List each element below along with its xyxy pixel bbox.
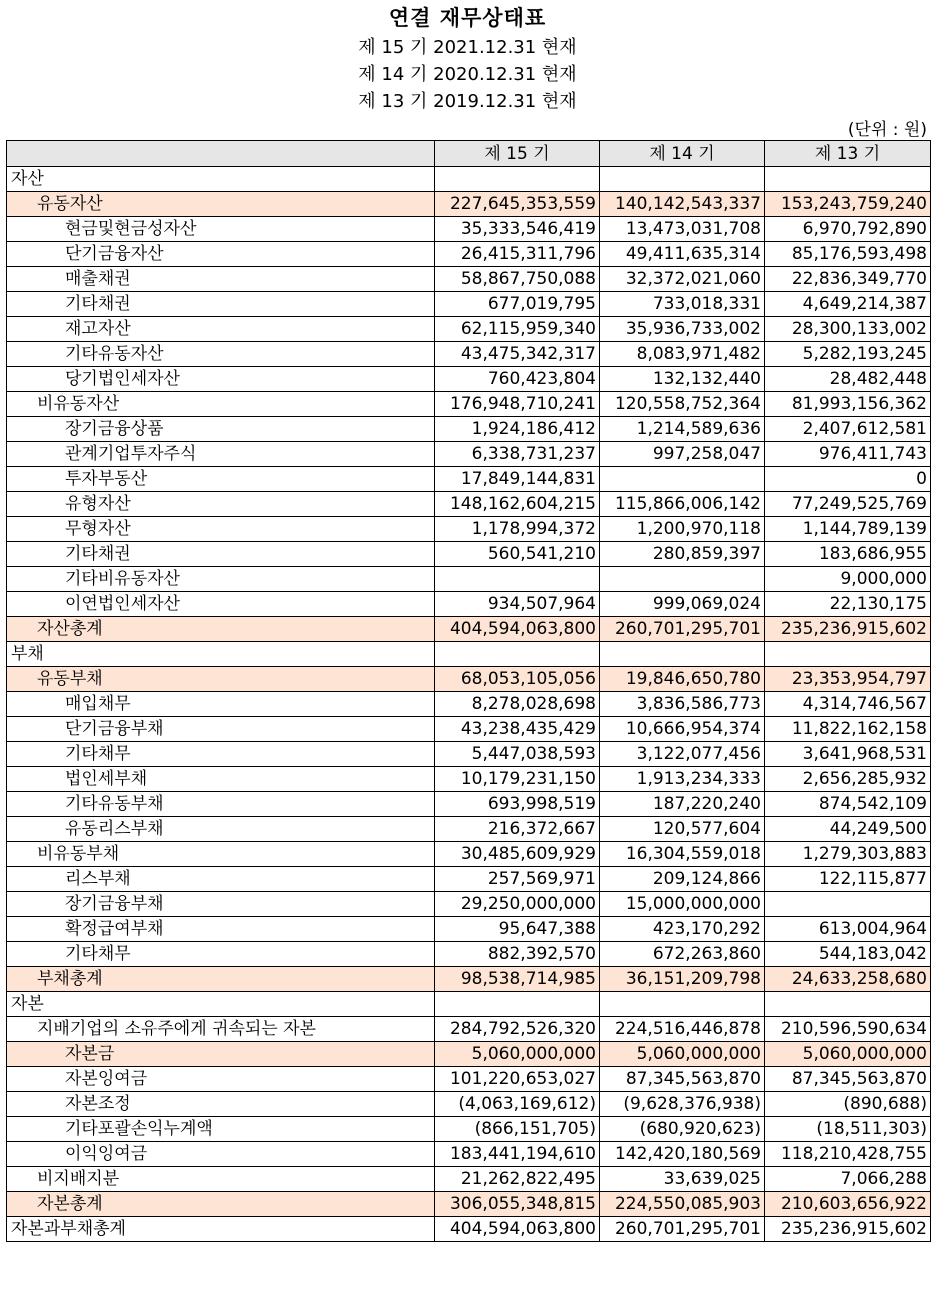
amount-cell: 224,516,446,878 [600,1017,765,1042]
amount-cell: 693,998,519 [435,792,600,817]
amount-cell: 280,859,397 [600,542,765,567]
table-row [7,492,931,517]
amount-cell: 132,132,440 [600,367,765,392]
amount-cell: 934,507,964 [435,592,600,617]
account-label: 단기금융부채 [7,717,435,742]
account-label: 부채 [7,642,435,667]
amount-cell: 0 [765,467,931,492]
amount-cell: 227,645,353,559 [435,192,600,217]
amount-cell: 544,183,042 [765,942,931,967]
amount-cell: 4,649,214,387 [765,292,931,317]
amount-cell: 8,083,971,482 [600,342,765,367]
amount-cell: 13,473,031,708 [600,217,765,242]
amount-cell: 21,262,822,495 [435,1167,600,1192]
account-label: 자산총계 [7,617,435,642]
table-row [7,1167,931,1192]
amount-cell: 260,701,295,701 [600,1217,765,1242]
amount-cell: 7,066,288 [765,1167,931,1192]
amount-cell: 49,411,635,314 [600,242,765,267]
amount-cell: 120,577,604 [600,817,765,842]
table-header-row [7,141,931,167]
amount-cell [600,567,765,592]
table-row [7,592,931,617]
amount-cell: 6,970,792,890 [765,217,931,242]
account-label: 무형자산 [7,517,435,542]
table-row [7,192,931,217]
amount-cell: 760,423,804 [435,367,600,392]
account-label: 유동부채 [7,667,435,692]
account-label: 장기금융부채 [7,892,435,917]
amount-cell: 1,924,186,412 [435,417,600,442]
amount-cell: 19,846,650,780 [600,667,765,692]
account-label: 이연법인세자산 [7,592,435,617]
amount-cell: 183,441,194,610 [435,1142,600,1167]
header-period-14: 제 14 기 [600,141,765,167]
table-row [7,667,931,692]
amount-cell: 997,258,047 [600,442,765,467]
table-row [7,917,931,942]
table-row [7,542,931,567]
account-label: 확정급여부채 [7,917,435,942]
amount-cell: 10,179,231,150 [435,767,600,792]
table-row [7,867,931,892]
account-label: 투자부동산 [7,467,435,492]
account-label: 자본과부채총계 [7,1217,435,1242]
amount-cell: 1,279,303,883 [765,842,931,867]
amount-cell: 122,115,877 [765,867,931,892]
table-row [7,692,931,717]
amount-cell: 1,178,994,372 [435,517,600,542]
amount-cell: 2,407,612,581 [765,417,931,442]
header-period-15: 제 15 기 [435,141,600,167]
account-label: 기타채무 [7,742,435,767]
period-line-13: 제 13 기 2019.12.31 현재 [358,91,577,112]
account-label: 자본잉여금 [7,1067,435,1092]
table-row [7,742,931,767]
amount-cell: 148,162,604,215 [435,492,600,517]
account-label: 기타채무 [7,942,435,967]
table-row [7,617,931,642]
account-label: 자산 [7,167,435,192]
account-label: 단기금융자산 [7,242,435,267]
table-row [7,1217,931,1242]
table-row [7,1142,931,1167]
amount-cell: 613,004,964 [765,917,931,942]
statement-title: 연결 재무상태표 [388,6,547,30]
amount-cell: 35,333,546,419 [435,217,600,242]
account-label: 기타유동부채 [7,792,435,817]
amount-cell: 43,238,435,429 [435,717,600,742]
amount-cell: 235,236,915,602 [765,617,931,642]
amount-cell: 306,055,348,815 [435,1192,600,1217]
amount-cell: 11,822,162,158 [765,717,931,742]
amount-cell: 224,550,085,903 [600,1192,765,1217]
amount-cell: 44,249,500 [765,817,931,842]
amount-cell: 677,019,795 [435,292,600,317]
account-label: 유형자산 [7,492,435,517]
amount-cell: 882,392,570 [435,942,600,967]
account-label: 부채총계 [7,967,435,992]
amount-cell: 24,633,258,680 [765,967,931,992]
table-row [7,1067,931,1092]
amount-cell: 210,603,656,922 [765,1192,931,1217]
table-row [7,967,931,992]
account-label: 당기법인세자산 [7,367,435,392]
amount-cell: 284,792,526,320 [435,1017,600,1042]
account-label: 비지배지분 [7,1167,435,1192]
amount-cell: 5,447,038,593 [435,742,600,767]
amount-cell: 176,948,710,241 [435,392,600,417]
amount-cell: 140,142,543,337 [600,192,765,217]
table-row [7,892,931,917]
account-label: 리스부채 [7,867,435,892]
account-label: 이익잉여금 [7,1142,435,1167]
amount-cell: 4,314,746,567 [765,692,931,717]
amount-cell: 187,220,240 [600,792,765,817]
amount-cell: 3,122,077,456 [600,742,765,767]
amount-cell: 85,176,593,498 [765,242,931,267]
table-row [7,1117,931,1142]
account-label: 기타포괄손익누계액 [7,1117,435,1142]
table-row [7,792,931,817]
unit-label: (단위 : 원) [847,120,927,140]
account-label: 장기금융상품 [7,417,435,442]
account-label: 법인세부채 [7,767,435,792]
account-label: 자본금 [7,1042,435,1067]
amount-cell: 976,411,743 [765,442,931,467]
amount-cell: 5,282,193,245 [765,342,931,367]
period-line-15: 제 15 기 2021.12.31 현재 [358,37,577,58]
table-row [7,317,931,342]
table-row [7,842,931,867]
table-body [7,167,931,1242]
amount-cell [435,642,600,667]
amount-cell: 10,666,954,374 [600,717,765,742]
account-label: 유동자산 [7,192,435,217]
amount-cell: 8,278,028,698 [435,692,600,717]
amount-cell [765,642,931,667]
amount-cell: 142,420,180,569 [600,1142,765,1167]
amount-cell: (4,063,169,612) [435,1092,600,1117]
amount-cell: 1,913,234,333 [600,767,765,792]
amount-cell: 62,115,959,340 [435,317,600,342]
amount-cell: 28,482,448 [765,367,931,392]
amount-cell: 183,686,955 [765,542,931,567]
table-row [7,292,931,317]
amount-cell: 36,151,209,798 [600,967,765,992]
amount-cell: (890,688) [765,1092,931,1117]
table-row [7,1192,931,1217]
amount-cell: 423,170,292 [600,917,765,942]
amount-cell: 1,200,970,118 [600,517,765,542]
amount-cell [600,167,765,192]
amount-cell: 101,220,653,027 [435,1067,600,1092]
account-label: 유동리스부채 [7,817,435,842]
amount-cell: 87,345,563,870 [765,1067,931,1092]
amount-cell: 3,641,968,531 [765,742,931,767]
amount-cell: 209,124,866 [600,867,765,892]
table-row [7,167,931,192]
table-row [7,717,931,742]
account-label: 관계기업투자주식 [7,442,435,467]
table-row [7,417,931,442]
amount-cell: 235,236,915,602 [765,1217,931,1242]
amount-cell: 404,594,063,800 [435,617,600,642]
amount-cell: 26,415,311,796 [435,242,600,267]
table-row [7,242,931,267]
amount-cell [765,992,931,1017]
amount-cell: 120,558,752,364 [600,392,765,417]
amount-cell: 874,542,109 [765,792,931,817]
amount-cell: 22,836,349,770 [765,267,931,292]
amount-cell: 216,372,667 [435,817,600,842]
amount-cell: 28,300,133,002 [765,317,931,342]
amount-cell: 95,647,388 [435,917,600,942]
account-label: 비유동자산 [7,392,435,417]
table-row [7,567,931,592]
balance-sheet-table [6,140,931,1242]
table-row [7,467,931,492]
amount-cell: 15,000,000,000 [600,892,765,917]
amount-cell [600,992,765,1017]
table-row [7,767,931,792]
account-label: 기타유동자산 [7,342,435,367]
amount-cell: 68,053,105,056 [435,667,600,692]
header-account [7,141,435,167]
amount-cell: 5,060,000,000 [765,1042,931,1067]
amount-cell [765,892,931,917]
amount-cell: 81,993,156,362 [765,392,931,417]
amount-cell: 29,250,000,000 [435,892,600,917]
amount-cell: 1,214,589,636 [600,417,765,442]
table-row [7,942,931,967]
table-row [7,392,931,417]
account-label: 자본조정 [7,1092,435,1117]
account-label: 자본총계 [7,1192,435,1217]
amount-cell: (18,511,303) [765,1117,931,1142]
amount-cell: 9,000,000 [765,567,931,592]
table-row [7,367,931,392]
amount-cell: 153,243,759,240 [765,192,931,217]
table-row [7,1042,931,1067]
amount-cell: 98,538,714,985 [435,967,600,992]
account-label: 현금및현금성자산 [7,217,435,242]
amount-cell: 257,569,971 [435,867,600,892]
period-line-14: 제 14 기 2020.12.31 현재 [358,64,577,85]
amount-cell: 22,130,175 [765,592,931,617]
table-row [7,992,931,1017]
amount-cell: 672,263,860 [600,942,765,967]
amount-cell: (680,920,623) [600,1117,765,1142]
amount-cell: 16,304,559,018 [600,842,765,867]
account-label: 자본 [7,992,435,1017]
amount-cell: 118,210,428,755 [765,1142,931,1167]
table-row [7,342,931,367]
amount-cell: 999,069,024 [600,592,765,617]
amount-cell: (9,628,376,938) [600,1092,765,1117]
account-label: 기타비유동자산 [7,567,435,592]
table-row [7,517,931,542]
account-label: 기타채권 [7,292,435,317]
amount-cell: 77,249,525,769 [765,492,931,517]
amount-cell: 3,836,586,773 [600,692,765,717]
account-label: 비유동부채 [7,842,435,867]
amount-cell [435,567,600,592]
table-row [7,642,931,667]
amount-cell: 30,485,609,929 [435,842,600,867]
amount-cell: 58,867,750,088 [435,267,600,292]
table-row [7,442,931,467]
table-row [7,1017,931,1042]
amount-cell: 6,338,731,237 [435,442,600,467]
table-row [7,817,931,842]
amount-cell: 17,849,144,831 [435,467,600,492]
amount-cell [435,167,600,192]
amount-cell [600,642,765,667]
table-row [7,1092,931,1117]
table-row [7,267,931,292]
amount-cell: 35,936,733,002 [600,317,765,342]
amount-cell: 43,475,342,317 [435,342,600,367]
amount-cell [765,167,931,192]
account-label: 기타채권 [7,542,435,567]
amount-cell: 32,372,021,060 [600,267,765,292]
amount-cell: 2,656,285,932 [765,767,931,792]
amount-cell: (866,151,705) [435,1117,600,1142]
amount-cell: 5,060,000,000 [600,1042,765,1067]
amount-cell: 115,866,006,142 [600,492,765,517]
account-label: 재고자산 [7,317,435,342]
amount-cell [435,992,600,1017]
amount-cell: 260,701,295,701 [600,617,765,642]
amount-cell: 87,345,563,870 [600,1067,765,1092]
amount-cell [600,467,765,492]
amount-cell: 404,594,063,800 [435,1217,600,1242]
amount-cell: 5,060,000,000 [435,1042,600,1067]
amount-cell: 1,144,789,139 [765,517,931,542]
amount-cell: 23,353,954,797 [765,667,931,692]
account-label: 매입채무 [7,692,435,717]
amount-cell: 733,018,331 [600,292,765,317]
statement-header [0,0,935,140]
amount-cell: 210,596,590,634 [765,1017,931,1042]
table-row [7,217,931,242]
account-label: 지배기업의 소유주에게 귀속되는 자본 [7,1017,435,1042]
header-period-13: 제 13 기 [765,141,931,167]
account-label: 매출채권 [7,267,435,292]
amount-cell: 33,639,025 [600,1167,765,1192]
amount-cell: 560,541,210 [435,542,600,567]
